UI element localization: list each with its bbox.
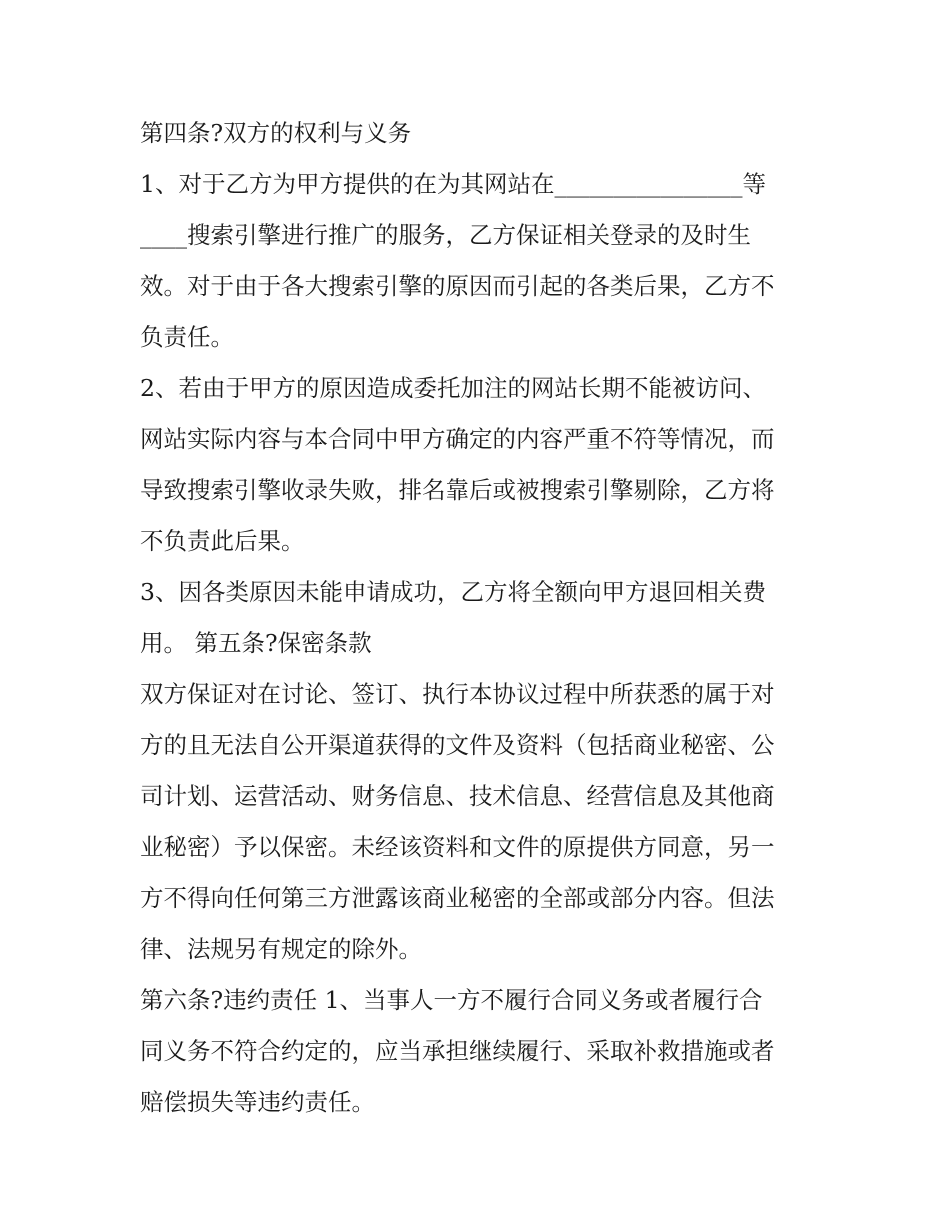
text-line: 业秘密）予以保密。未经该资料和文件的原提供方同意，另一 [140, 833, 775, 861]
text-line: 3、因各类原因未能申请成功，乙方将全额向甲方退回相关费 [140, 578, 766, 606]
article-5-heading-line: 用。 第五条?保密条款 [140, 629, 372, 657]
text-line: 1、对于乙方为甲方提供的在为其网站在________________等 [140, 170, 766, 198]
text-line: 赔偿损失等违约责任。 [140, 1088, 375, 1116]
text-line: ____搜索引擎进行推广的服务，乙方保证相关登录的及时生 [140, 221, 751, 249]
document-page [140, 108, 820, 1128]
text-line: 不负责此后果。 [140, 527, 305, 555]
text-line: 律、法规另有规定的除外。 [140, 935, 422, 963]
text-line: 司计划、运营活动、财务信息、技术信息、经营信息及其他商 [140, 782, 775, 810]
text-line: 方不得向任何第三方泄露该商业秘密的全部或部分内容。但法 [140, 884, 775, 912]
text-line: 效。对于由于各大搜索引擎的原因而引起的各类后果，乙方不 [140, 272, 775, 300]
text-line: 双方保证对在讨论、签订、执行本协议过程中所获悉的属于对 [140, 680, 775, 708]
text-line: 方的且无法自公开渠道获得的文件及资料（包括商业秘密、公 [140, 731, 775, 759]
text-line: 2、若由于甲方的原因造成委托加注的网站长期不能被访问、 [140, 374, 766, 402]
article-4-heading: 第四条?双方的权利与义务 [140, 119, 412, 147]
text-line: 导致搜索引擎收录失败，排名靠后或被搜索引擎剔除，乙方将 [140, 476, 775, 504]
text-line: 同义务不符合约定的，应当承担继续履行、采取补救措施或者 [140, 1037, 775, 1065]
text-line: 网站实际内容与本合同中甲方确定的内容严重不符等情况，而 [140, 425, 775, 453]
article-6-heading-line: 第六条?违约责任 1、当事人一方不履行合同义务或者履行合 [140, 986, 763, 1014]
text-line: 负责任。 [140, 323, 234, 351]
